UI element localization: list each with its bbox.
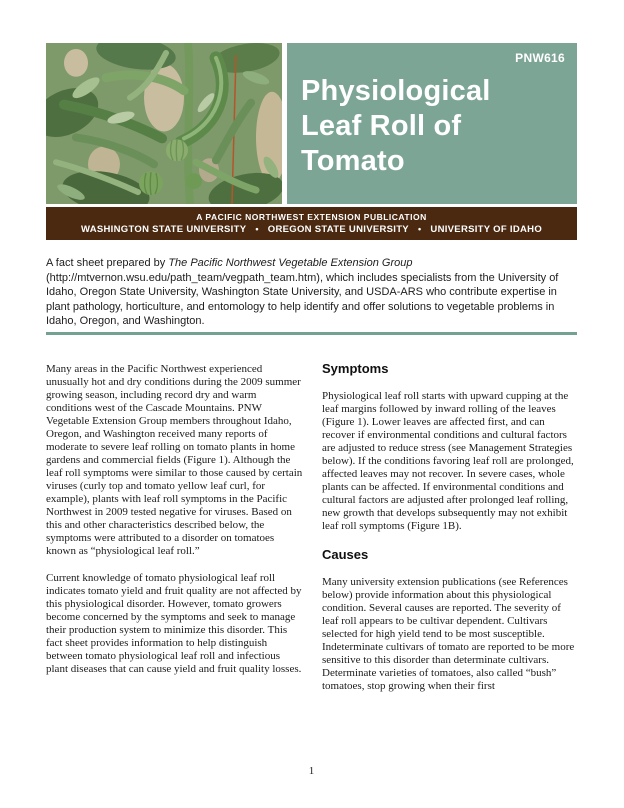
page-title [301, 74, 491, 179]
bullet-separator: • [417, 223, 422, 234]
university-wsu: WASHINGTON STATE UNIVERSITY [80, 224, 247, 235]
banner-universities-line [81, 224, 542, 235]
symptoms-paragraph: Physiological leaf roll starts with upward cupping at the leaf margins followed by inward rolling of the leaves (Figure 1). Lower leaves are affected first, and can recover if environmental conditions and cultural factors are adjusted to reduce stress (see Management Strategies below). If the conditions favoring leaf roll are prolonged, affected leaves may not recover. In severe cases, whole plants can be affected. If environmental conditions and cultural factors are adjusted after prolonged leaf rolling, new growth that develops subsequently may not exhibit leaf roll symptoms (Figure 1B). [322, 390, 574, 532]
left-column [46, 363, 304, 690]
bullet-separator: • [255, 223, 259, 234]
intro-paren: ( [46, 271, 50, 284]
publication-number: PNW616 [515, 51, 565, 65]
background-paragraph-2: Current knowledge of tomato physiological leaf roll indicates tomato yield and fruit quality are not affected by this physiological disorder. However, tomato growers become concerned by the symptoms and seek to manage their production system to minimize this disorder. This fact sheet provides information to help distinguish between tomato physiological leaf roll and infectious plant diseases that can cause yield and fruit quality losses. [46, 572, 302, 675]
section-heading-causes: Causes [322, 547, 369, 562]
page-content [46, 0, 577, 808]
title-line-1: Physiological [301, 75, 491, 107]
section-heading-symptoms: Symptoms [322, 361, 389, 376]
extension-banner [46, 207, 577, 240]
university-osu: OREGON STATE UNIVERSITY [267, 224, 409, 235]
university-ui: UNIVERSITY OF IDAHO [430, 224, 543, 235]
header [46, 43, 577, 204]
extension-group-url[interactable]: http://mtvernon.wsu.edu/path_team/vegpath_team.htm [49, 271, 317, 284]
tomato-plant-photo-graphic [46, 43, 282, 204]
title-line-2: Leaf Roll of [301, 110, 462, 142]
right-column [322, 361, 577, 707]
title-line-3: Tomato [301, 145, 405, 177]
page-number: 1 [308, 765, 315, 777]
causes-paragraph: Many university extension publications (see References below) provide information about this physiological condition. Several causes are reported. The severity of leaf roll appears to be cultivar dependent. Cultivars selected for high yield tend to be most susceptible. Indeterminate cultivars of tomato are reported to be more sensitive to this disorder than determinate cultivars. Determinate varieties of tomatoes, also called “bush” tomatoes, stop growing when their first [322, 576, 575, 692]
title-panel [287, 43, 577, 204]
divider-rule [46, 332, 577, 335]
intro-body: ), which includes specialists from the University of Idaho, Oregon State University, Washington State University, and USDA-ARS who contribute expertise in plant pathology, horticulture, and entomology to help identify and offer solutions to vegetable problems in Idaho, Oregon, and Washington. [46, 271, 559, 328]
intro-prefix: A fact sheet prepared by [46, 257, 169, 269]
background-paragraph-1: Many areas in the Pacific Northwest experienced unusually hot and dry conditions during the 2009 summer growing season, including record dry and warm conditions west of the Cascade Mountains. PNW Vegetable Extension Group members throughout Idaho, Oregon, and Washington received many reports of moderate to severe leaf rolling on tomato plants in home gardens and commercial fields (Figure 1). Although the leaf roll symptoms were similar to those caused by certain viruses (curly top and tomato yellow leaf curl, for example), plants with leaf roll symptoms in the Pacific Northwest in 2009 tested negative for viruses. Based on this and other characteristics described below, the symptoms were attributed to a disorder on tomatoes known as “physiological leaf roll.” [46, 363, 303, 557]
tomato-plant-photo [46, 43, 282, 204]
banner-publication-line: A PACIFIC NORTHWEST EXTENSION PUBLICATION [196, 212, 427, 222]
intro-paragraph [46, 256, 577, 329]
extension-group-name: The Pacific Northwest Vegetable Extension Group [168, 257, 413, 269]
